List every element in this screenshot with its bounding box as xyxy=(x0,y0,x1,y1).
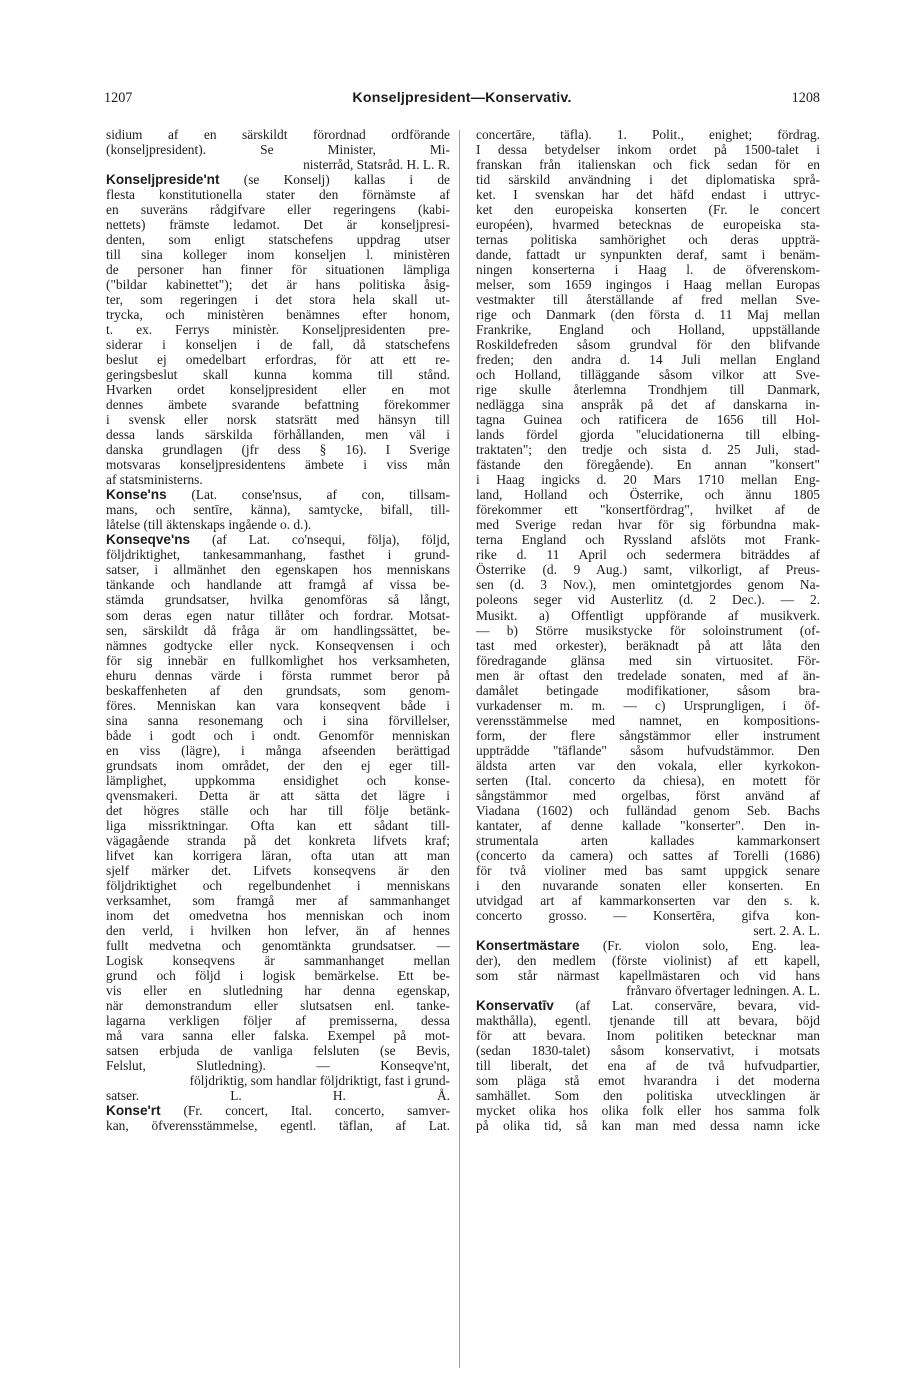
text-line: sen (d. 3 Nov.), men omintetgjordes genom Na- xyxy=(476,577,820,593)
text-line: lagarna verkligen följer af premisserna, dessa xyxy=(106,1012,450,1028)
text-line: för två violiner med bas samt uppgick senare xyxy=(476,862,820,878)
text-line: vägagående stranda på det konkreta lifvets kraf; xyxy=(106,832,450,848)
text-line: frånvaro öfvertager ledningen. A. L. xyxy=(626,982,820,998)
text-line: samhället. Som den politiska utvecklingen är xyxy=(476,1088,820,1103)
text-line: ket den europeiska konserten (Fr. le concert xyxy=(476,202,820,218)
text-line: när demonstrandum eller slutsatsen enl. tanke- xyxy=(106,997,450,1013)
text-line: dennes ämbete svarande befattning förekommer xyxy=(106,397,450,413)
text-line: nämnes godtycke eller nyck. Konseqvensen i och xyxy=(106,637,450,653)
text-line: grundsats inom området, der den ej eger till- xyxy=(106,757,450,773)
text-line: flesta konstitutionella stater den förnämste af xyxy=(106,187,450,203)
text-line: sina sanna resonemang och i sina förvillelser, xyxy=(106,712,450,728)
text-line: Musikt. a) Offentligt uppförande af musikverk. xyxy=(476,607,820,623)
text-line: vestmakter till återställande af fred mellan Sve- xyxy=(476,292,820,308)
text-line: Konseljpreside'nt (se Konselj) kallas i de xyxy=(106,172,450,188)
text-line: det högres ställe och har till följe betänk- xyxy=(106,802,450,818)
text-line: till sina kolleger inom konseljen l. ministèren xyxy=(106,247,450,263)
text-line: kantater, af denne kallade "konserter". Den in- xyxy=(476,817,820,833)
text-line: som står närmast kapellmästaren och vid hans xyxy=(476,967,820,983)
running-head: Konseljpresident—Konservativ. xyxy=(352,90,572,106)
text-line: (sedan 1830-talet) såsom konservativt, i motsats xyxy=(476,1042,820,1058)
text-line: satser, i allmänhet den egenskapen hos menniskans xyxy=(106,562,450,578)
text-line: tid särskild användning i det diplomatiska språ- xyxy=(476,172,820,188)
text-line: de personer han finner för situationen lämpliga xyxy=(106,262,450,278)
text-line: af statsministerns. xyxy=(106,472,203,488)
text-line: sjelf märker det. Lifvets konseqvens är den xyxy=(106,862,450,878)
text-line: (konseljpresident). Se Minister, Mi- xyxy=(106,142,450,158)
text-line: serten (Ital. concerto da chiesa), en motett för xyxy=(476,772,820,788)
text-line: Logisk konseqvens är sammanhanget mellan xyxy=(106,952,450,968)
text-line: Roskildefreden såsom grundval för den blifvande xyxy=(476,337,820,353)
text-line: I dessa betydelser inkom ordet på 1500-talet i xyxy=(476,142,820,158)
text-line: för sig innebär en fullkomlighet hos verksamheten, xyxy=(106,652,450,668)
text-line: trycka, och ministèren benämnes efter honom, xyxy=(106,307,450,323)
text-line: följdriktighet och regelbundenhet i menniskans xyxy=(106,877,450,893)
text-line: som deras egen natur tillåter och fordrar. Motsat- xyxy=(106,607,450,623)
text-line: concerto grosso. — Konsertēra, gifva kon- xyxy=(476,907,820,923)
headword: Konseljpreside'nt xyxy=(106,172,220,188)
text-line: dande, fattadt ur synpunkten deraf, samt i benäm- xyxy=(476,247,820,263)
text-line: en suveräns rådgifvare eller regeringens (kabi- xyxy=(106,202,450,218)
text-line: följdriktighet, tankesammanhang, fasthet i grund- xyxy=(106,547,450,563)
page-number-left: 1207 xyxy=(104,90,133,106)
text-line: men är oftast den tredelade sonaten, med af än- xyxy=(476,667,820,683)
text-line: lämplighet, uppkomma ensidighet och konse- xyxy=(106,772,450,788)
text-line: den verld, i hvilken hon lefver, än af hennes xyxy=(106,922,450,938)
text-line: föredragande glänsa med sin virtuositet. För- xyxy=(476,652,820,668)
text-line: (concerto da camera) och sattes af Torelli (1686) xyxy=(476,847,820,863)
text-line: sidium af en särskildt förordnad ordförande xyxy=(106,127,450,142)
text-line: ter, som regeringen i det stora hela skall ut- xyxy=(106,292,450,308)
text-line: ehuru dennas värde i första rummet beror på xyxy=(106,667,450,683)
text-line: i Haag ingicks d. 20 Mars 1710 mellan Eng- xyxy=(476,472,820,488)
text-line: sert. 2. A. L. xyxy=(753,922,820,938)
text-line: land, Holland och Österrike, och ännu 1805 xyxy=(476,487,820,503)
text-line: — b) Större musikstycke för soloinstrument (of- xyxy=(476,622,820,638)
text-line: låtelse (till äktenskaps ingående o. d.). xyxy=(106,517,312,533)
text-line: Felslut, Slutledning). — Konseqve'nt, xyxy=(106,1057,450,1073)
page-header xyxy=(104,90,820,114)
text-line: concertāre, täfla). 1. Polit., enighet; fördrag. xyxy=(476,127,820,142)
text-line: satsen erbjuda de vanliga felsluten (se Bevis, xyxy=(106,1042,450,1058)
text-line: tagna Guinea och ratificera de 1656 till Hol- xyxy=(476,412,820,428)
text-line: melser, som 1659 ingingos i Haag mellan Europas xyxy=(476,277,820,293)
text-line: till liberalt, det ena af de två hufvudpartier, xyxy=(476,1057,820,1073)
text-line: med Sverige redan hvar för sig förbundna mak- xyxy=(476,517,820,533)
text-line: tast med orkester), beräknadt på att låta den xyxy=(476,637,820,653)
headword: Konse'rt xyxy=(106,1103,161,1119)
text-line: vis eller en slutledning har denna egenskap, xyxy=(106,982,450,998)
text-line: franskan från italienskan och fick sedan för en xyxy=(476,157,820,173)
text-line: der), den medlem (förste violinist) af ett kapell, xyxy=(476,952,820,968)
text-line: satser. L. H. Å. xyxy=(106,1088,450,1103)
text-line: vurkadenser m. m. — c) Ursprungligen, i öf- xyxy=(476,697,820,713)
text-line: kan, öfverensstämmelse, egentl. täflan, af Lat. xyxy=(106,1118,450,1134)
text-line: nettets) främste ledamot. Det är konseljpresi- xyxy=(106,217,450,233)
text-line: liga missriktningar. Ofta kan ett sådant till- xyxy=(106,817,450,833)
column-divider xyxy=(459,130,460,1368)
text-line: Frankrike, England och Holland, uppställande xyxy=(476,322,820,338)
text-line: på olika tid, så kan man med dessa namn icke xyxy=(476,1118,820,1134)
text-line: beskaffenheten af den grundsats, som genom- xyxy=(106,682,450,698)
right-column xyxy=(476,127,820,1133)
text-line: rike d. 11 April och sedermera biträddes af xyxy=(476,547,820,563)
text-line: lands fördel gjorda "elucidationerna till elbing- xyxy=(476,427,820,443)
text-line: förekommer ett "konsertfördrag", hvilket af de xyxy=(476,502,820,518)
text-line: nisterråd, Statsråd. H. L. R. xyxy=(303,157,450,173)
text-line: sångstämmor med orgelbas, först använd af xyxy=(476,787,820,803)
text-line: mycket olika hos olika folk eller hos samma folk xyxy=(476,1103,820,1119)
text-line: som pläga stå emot hvarandra i det moderna xyxy=(476,1072,820,1088)
text-line: form, der flere sångstämmor eller instrument xyxy=(476,727,820,743)
text-line: Konsertmästare (Fr. violon solo, Eng. lea- xyxy=(476,937,820,953)
text-line: poleons seger vid Austerlitz (d. 2 Dec.). — 2. xyxy=(476,592,820,608)
text-line: mans, och sentīre, känna), samtycke, bifall, till- xyxy=(106,502,450,518)
text-line: Österrike (d. 9 Aug.) samt, vilkorligt, af Preus- xyxy=(476,562,820,578)
text-line: strumentala arten kallades kammarkonsert xyxy=(476,832,820,848)
text-line: ternas politiska samhörighet och deras uppträ- xyxy=(476,232,820,248)
text-line: uppträdde "täflande" såsom hufvudstämmor. Den xyxy=(476,742,820,758)
text-line: för att bevara. Inom politiken betecknar man xyxy=(476,1027,820,1043)
text-line: nedlägga sina anspråk på det af danskarna in- xyxy=(476,397,820,413)
text-line: qvensmakeri. Detta är att sätta det lägre i xyxy=(106,787,450,803)
text-line: makthålla), egentl. tjenande till att bevara, böjd xyxy=(476,1012,820,1028)
text-line: rige skulle återlemna Trondhjem till Danmark, xyxy=(476,382,820,398)
text-line: fästande den föregående). En annan "konsert" xyxy=(476,457,820,473)
text-line: ("bildar kabinettet"); det är hans politiska åsig- xyxy=(106,277,450,293)
text-line: både i godt och i ondt. Genomför menniskan xyxy=(106,727,450,743)
headword: Konseqve'ns xyxy=(106,532,191,548)
text-line: föres. Menniskan kan vara konseqvent både i xyxy=(106,697,450,713)
text-line: beslut ej omedelbart erfordras, för att ett re- xyxy=(106,352,450,368)
text-line: äldsta arten var den vokala, eller kyrkokon- xyxy=(476,757,820,773)
text-line: verksamhet, som framgå mer af sammanhanget xyxy=(106,892,450,908)
text-line: rige och Danmark (den första d. 11 Maj mellan xyxy=(476,307,820,323)
text-line: Konse'ns (Lat. conse'nsus, af con, tillsam- xyxy=(106,487,450,503)
text-line: ket. I svenskan har det häfd endast i uttryc- xyxy=(476,187,820,203)
text-line: européen), hvarmed betecknas de europeiska sta- xyxy=(476,217,820,233)
text-line: ningen konserterna i Haag l. de öfverenskom- xyxy=(476,262,820,278)
text-line: Hvarken ordet konseljpresident eller en mot xyxy=(106,382,450,398)
text-line: t. ex. Ferrys ministèr. Konseljpresidenten pre- xyxy=(106,322,450,338)
text-line: geringsbeslut skall kunna komma till stånd. xyxy=(106,367,450,383)
left-column xyxy=(106,127,450,1133)
text-line: sen, särskildt då fråga är om handlingssättet, be- xyxy=(106,622,450,638)
headword: Konservatīv xyxy=(476,997,554,1013)
text-line: fullt medvetna och genomtänkta grundsatser. — xyxy=(106,937,450,953)
text-line: Konse'rt (Fr. concert, Ital. concerto, samver- xyxy=(106,1103,450,1119)
text-line: stämda grundsatser, hvilka genomföras så långt, xyxy=(106,592,450,608)
text-line: siderar i konseljen i de fall, då statschefens xyxy=(106,337,450,353)
text-line: utvidgad art af kammarkonserten var den s. k. xyxy=(476,892,820,908)
text-line: Konservatīv (af Lat. conservāre, bevara, vid- xyxy=(476,997,820,1013)
text-line: lifvet kan korrigera läran, ofta utan att man xyxy=(106,847,450,863)
text-line: dessa lands särskilda förhållanden, men väl i xyxy=(106,427,450,443)
text-line: damålet betingade modifikationer, såsom bra- xyxy=(476,682,820,698)
headword: Konse'ns xyxy=(106,487,167,503)
text-line: denten, som enligt statschefens uppdrag utser xyxy=(106,232,450,248)
page-number-right: 1208 xyxy=(791,90,820,106)
text-line: Viadana (1602) och fulländad genom Seb. Bachs xyxy=(476,802,820,818)
text-line: i svensk eller norsk statsrätt med hänsyn till xyxy=(106,412,450,428)
headword: Konsertmästare xyxy=(476,937,580,953)
text-line: terna England och Ryssland afslöts mot Frank- xyxy=(476,532,820,548)
text-line: tänkande och handlande att framgå af vissa be- xyxy=(106,577,450,593)
text-line: danska grundlagen (jfr dess § 16). I Sverige xyxy=(106,442,450,458)
text-line: motsvaras konseljpresidentens ämbete i viss mån xyxy=(106,457,450,473)
text-line: och Holland, tilläggande såsom vilkor att Sve- xyxy=(476,367,820,383)
text-line: en viss (lägre), i många afseenden berättigad xyxy=(106,742,450,758)
text-line: i den nuvarande sonaten eller konserten. En xyxy=(476,877,820,893)
text-line: traktaten"; den tredje och sista d. 25 Juli, stad- xyxy=(476,442,820,458)
text-line: freden; den andra d. 14 Juli mellan England xyxy=(476,352,820,368)
text-line: verensstämmelse med namnet, en kompositions- xyxy=(476,712,820,728)
text-line: grund och följd i logisk bemärkelse. Ett be- xyxy=(106,967,450,983)
text-line: Konseqve'ns (af Lat. co'nsequi, följa), följd, xyxy=(106,532,450,548)
text-line: må vara sanna eller falska. Exempel på mot- xyxy=(106,1027,450,1043)
text-line: följdriktig, som handlar följdriktigt, fast i grund- xyxy=(189,1072,450,1088)
text-line: inom det omedvetna hos menniskan och inom xyxy=(106,907,450,923)
